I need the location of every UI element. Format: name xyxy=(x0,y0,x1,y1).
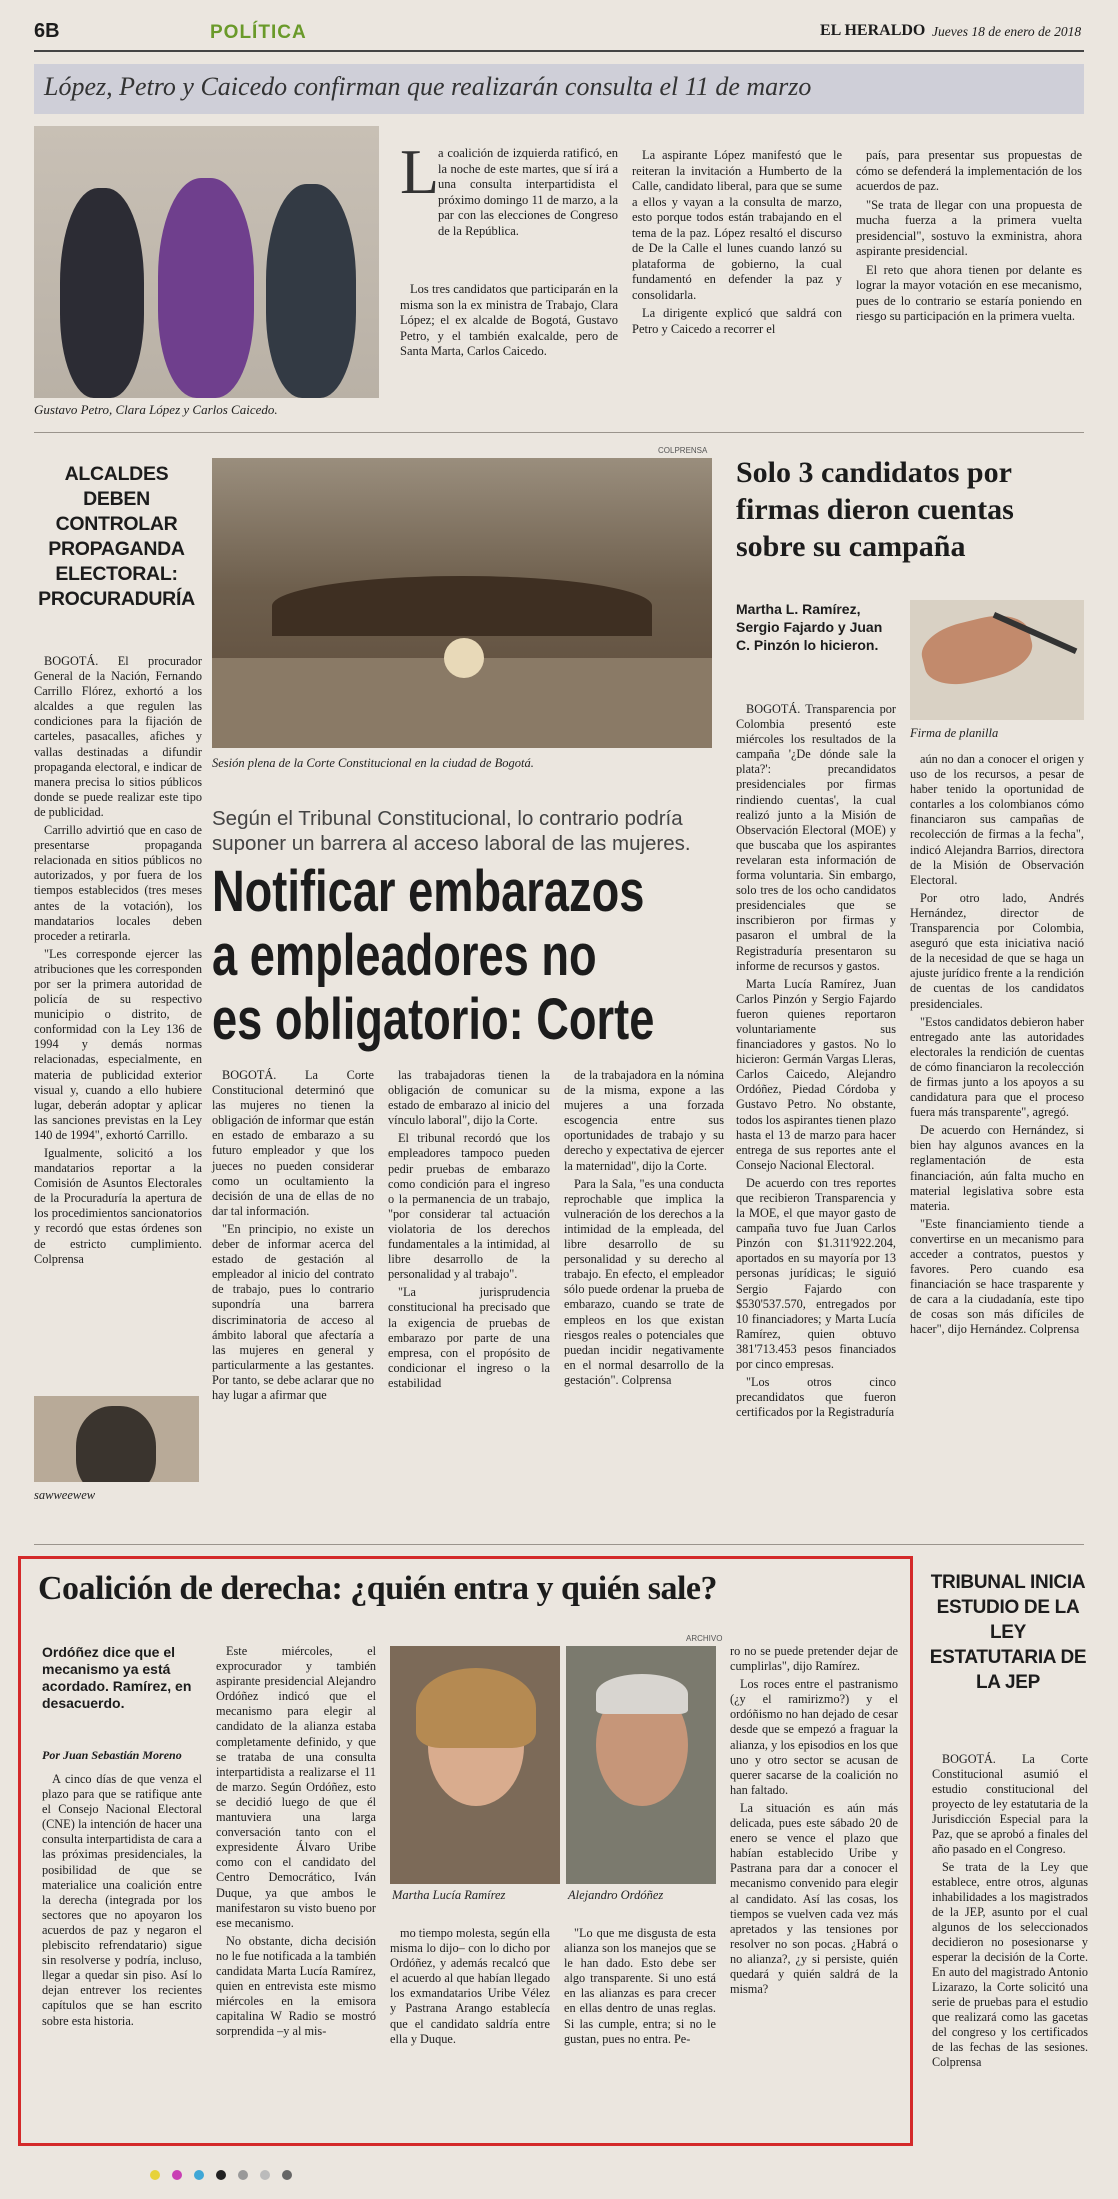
corte-photo-caption: Sesión plena de la Corte Constitucional en la ciudad de Bogotá. xyxy=(212,756,534,770)
procurador-figure xyxy=(76,1406,156,1482)
alcaldes-photo xyxy=(34,1396,199,1482)
registration-marks xyxy=(150,2170,950,2182)
paragraph: Carrillo advirtió que en caso de presentarse propaganda relacionada en sitios públicos no autorizados, y por fuera de los tiempos establecidos (tres meses antes de la votación), los mandatarios locales deben proceder a retirarla. xyxy=(34,823,202,943)
registration-dot xyxy=(194,2170,204,2180)
person-petro-figure xyxy=(60,188,144,398)
ramirez-hair xyxy=(416,1668,536,1748)
paragraph: "Lo que me disgusta de esta alianza son los manejos que se le han dado. Esto debe ser algo transparente. Si uno está en las alianzas es para crecer en ellas dentro de unas reglas. Si las cumple, entra; si no le gustan, pues no entra. Pe- xyxy=(564,1926,716,2046)
corte-col-2 xyxy=(388,1068,550,1394)
top-col-1 xyxy=(438,146,618,242)
tribunal-body xyxy=(932,1752,1088,2073)
paragraph: A cinco días de que venza el plazo para que se ratifique ante el Consejo Nacional Electoral (CNE) la intención de hacer una consulta interpartidista de cara a las próximas presidenciales, la posibilidad de que se materialice una coalición entre la derecha (integrada por los sectores que no apoyaron los acuerdos de paz y negaron el plebiscito refrendatario) sigue sin resolverse y podría, incluso, llegar a quedar sin piso. Así lo dejan entrever los recientes capítulos que se han escrito sobre esta historia. xyxy=(42,1772,202,2028)
paragraph: "Este financiamiento tiende a convertirse en un mecanismo para acceder a contratos, puestos y favores. Pero cuando esa financiación se hace trasparente y de cara a la ciudadanía, este tipo de cosas son más difíciles de hacer", dijo Hernández. Colprensa xyxy=(910,1216,1084,1337)
person-caicedo-figure xyxy=(266,184,356,398)
corte-headline-line-3: es obligatorio: Corte xyxy=(212,987,655,1052)
paragraph: Los tres candidatos que participarán en la misma son la ex ministra de Trabajo, Clara López; el ex alcalde de Bogotá, Gustavo Petro, y el también exalcalde, pero de Santa Marta, Carlos Caicedo. xyxy=(400,282,618,358)
paragraph: Se trata de la Ley que establece, entre otros, algunas inhabilidades a los magistrados de la JEP, asunto por el cual algunos de los seleccionados decidieron no posesionarse y esperar la decisión de la Corte. En auto del magistrado Antonio Lizarazo, la Corte solicitó una serie de pruebas para el estudio que realizará como las gacetas del congreso y los certificados de las fechas de las sesiones. Colprensa xyxy=(932,1860,1088,2069)
ordonez-caption: Alejandro Ordóñez xyxy=(568,1888,664,1902)
paragraph: Para la Sala, "es una conducta reprochable que implica la vulneración de los derechos a la intimidad de la empleada, del libre desarrollo de su personalidad y su derecho al trabajo. En efecto, el empleador sólo puede ordenar la prueba de embarazo, cuando se trate de empleos en los que existan riesgos reales o potenciales que puedan incidir negativamente en el normal desarrollo de la gestación". Colprensa xyxy=(564,1176,724,1387)
firmas-photo-caption: Firma de planilla xyxy=(910,726,999,740)
coalicion-col-2 xyxy=(216,1644,376,2042)
top-headline: López, Petro y Caicedo confirman que realizarán consulta el 11 de marzo xyxy=(44,72,812,101)
registration-dot xyxy=(172,2170,182,2180)
ramirez-caption: Martha Lucía Ramírez xyxy=(392,1888,506,1902)
top-col-3 xyxy=(856,148,1082,328)
paragraph: "En principio, no existe un deber de informar acerca del estado de gestación al empleador al inicio del contrato de trabajo, pues lo contrario supondría una barrera discriminatoria de acceso al ámbito laboral que afectaría a las mujeres en general y particularmente a las gestantes. Por tanto, se debe aclarar que no hay lugar a afirmar que xyxy=(212,1221,374,1402)
alcaldes-photo-caption: sawweewew xyxy=(34,1488,96,1502)
coalicion-col-4 xyxy=(564,1926,716,2050)
paragraph: "Les corresponde ejercer las atribuciones que les corresponden por ser la primera autoridad de policía de su respectivo municipio o distrito, de conformidad con la Ley 136 de 1994 y demás normas relacionadas, especialmente, en materia de publicidad exterior visual y, cuando a ello hubiere lugar, deberán adoptar y aplicar las sanciones previstas en la Ley 140 de 1994", exhortó Carrillo. xyxy=(34,946,202,1142)
paragraph: de la trabajadora en la nómina de la misma, expone a las mujeres a una forzada escogencia entre sus oportunidades de trabajo y su derecho y expectativa de ejercer la maternidad", dijo la Corte. xyxy=(564,1068,724,1173)
issue-date: Jueves 18 de enero de 2018 xyxy=(932,24,1082,39)
alcaldes-body xyxy=(34,654,202,1270)
hand-shape xyxy=(916,608,1037,693)
paragraph: país, para presentar sus propuestas de cómo se defenderá la implementación de los acuerdos de paz. xyxy=(856,148,1082,193)
coalicion-col-3 xyxy=(390,1926,550,2050)
paragraph: La situación es aún más delicada, pues este sábado 20 de enero se vence el plazo que habían establecido Uribe y Pastrana para dar a conocer el mecanismo convenido para elegir al candidato. Así las cosas, los tiempos se vuelven cada vez más apretados y las tensiones por resolver no son pocas. ¿Habrá o no alianza?, ¿y si persiste, quién quedará y quién saldrá de la misma? xyxy=(730,1800,898,1997)
top-col-2 xyxy=(632,148,842,340)
paragraph: BOGOTÁ. La Corte Constitucional determinó que las mujeres no tienen la obligación de informar que están en estado de embarazo a su futuro empleador y que los jueces no pueden considerar como un ocultamiento la decisión de una de ellas de no dar tal información. xyxy=(212,1068,374,1218)
corte-headline-line-1: Notificar embarazos xyxy=(212,859,645,924)
ramirez-photo xyxy=(390,1646,560,1884)
coalicion-byline: Por Juan Sebastián Moreno xyxy=(42,1748,182,1762)
firmas-photo xyxy=(910,600,1084,720)
corte-photo xyxy=(212,458,712,748)
firmas-col-2 xyxy=(910,752,1084,1341)
corte-col-1 xyxy=(212,1068,374,1406)
paragraph: "Estos candidatos debieron haber entregado ante las autoridades electorales la rendición de cuentas de cómo financiaron la recolección de firmas junto a los apoyos a su candidatura para que el proceso fuera más transparente", agregó. xyxy=(910,1014,1084,1120)
paragraph: Este miércoles, el exprocurador y también aspirante presidencial Alejandro Ordóñez indicó que el mecanismo para elegir al candidato de la alianza estaba completamente definido, y que se trataba de una consulta interpartidista a realizarse el 11 de marzo. Según Ordóñez, esto se decidió luego de que él mantuviera una larga conversación tanto con el expresidente Álvaro Uribe como con el candidato del Centro Democrático, Iván Duque, ya que ambos le manifestaron su visto bueno por ese mecanismo. xyxy=(216,1644,376,1930)
paragraph: "La jurisprudencia constitucional ha precisado que la exigencia de pruebas de embarazo por parte de una empresa, con el propósito de condicionar el ingreso o la estabilidad xyxy=(388,1285,550,1390)
coalicion-headline: Coalición de derecha: ¿quién entra y quién sale? xyxy=(38,1570,717,1607)
flowers xyxy=(444,638,484,678)
divider xyxy=(34,432,1084,433)
registration-dot xyxy=(216,2170,226,2180)
ordonez-hair xyxy=(596,1674,688,1714)
paragraph: Igualmente, solicitó a los mandatarios reportar a la Comisión de Asuntos Electorales de la Procuraduría la apertura de los procedimientos sancionatorios y recordó que estas órdenes son de estricto cumplimiento. Colprensa xyxy=(34,1146,202,1266)
newspaper-name: EL HERALDO xyxy=(820,22,926,39)
paragraph: "Se trata de llegar con una propuesta de mucha fuerza a la primera vuelta presidencial", sostuvo la exministra, ahora aspirante presidencial. xyxy=(856,197,1082,258)
person-lopez-figure xyxy=(158,178,254,398)
registration-dot xyxy=(150,2170,160,2180)
paragraph: "Los otros cinco precandidatos que fueron certificados por la Registraduría xyxy=(736,1375,896,1420)
paragraph: No obstante, dicha decisión no le fue notificada a la también candidata Marta Lucía Ramírez, quien en entrevista este mismo miércoles en la emisora capitalina W Radio se mostró sorprendida –y al mis- xyxy=(216,1933,376,2039)
ordonez-photo xyxy=(566,1646,716,1884)
registration-dot xyxy=(282,2170,292,2180)
paragraph: La dirigente explicó que saldrá con Petro y Caicedo a recorrer el xyxy=(632,306,842,336)
top-photo xyxy=(34,126,379,398)
firmas-col-1 xyxy=(736,702,896,1423)
paragraph: BOGOTÁ. Transparencia por Colombia presentó este miércoles los resultados de la campaña '¿De dónde sale la plata?': precandidatos presidenciales por firmas rindiendo cuentas', la cual realizó junto a la Misión de Observación Electoral (MOE) y que buscaba que los aspirantes revelaran esta información de forma voluntaria. Sin embargo, solo tres de los ocho candidatos presidenciales que se inscribieron por firmas y pasaron el umbral de la Registraduría presentaron su informe de recursos y gastos. xyxy=(736,702,896,973)
paragraph: las trabajadoras tienen la obligación de comunicar su estado de embarazo al inicio del vínculo laboral", dijo la Corte. xyxy=(388,1068,550,1128)
top-col-1b xyxy=(400,282,618,363)
coalicion-deck: Ordóñez dice que el mecanismo ya está acordado. Ramírez, en desacuerdo. xyxy=(42,1644,192,1711)
coalicion-col-1 xyxy=(42,1772,202,2032)
divider xyxy=(34,1544,1084,1545)
corte-col-3 xyxy=(564,1068,724,1391)
paragraph: BOGOTÁ. La Corte Constitucional asumió el estudio constitucional del proyecto de ley estatutaria de la Jurisdicción Especial para la Paz, que se aprobó a finales del año pasado en el Congreso. xyxy=(932,1752,1088,1856)
paragraph: mo tiempo molesta, según ella misma lo dijo– con lo dicho por Ordóñez, y además recalcó que el acuerdo al que habían llegado los exmandatarios Uribe Vélez y Pastrana Arango establecía que el candidato saldría entre ella y Duque. xyxy=(390,1926,550,2046)
section-label: POLÍTICA xyxy=(210,22,307,43)
registration-dot xyxy=(238,2170,248,2180)
coalicion-col-5 xyxy=(730,1644,898,2000)
paragraph: a coalición de izquierda ratificó, en la noche de este martes, que sí irá a una consulta interpartidista el próximo domingo 11 de marzo, a la par con las elecciones de Congreso de la República. xyxy=(438,146,618,238)
header-rule xyxy=(34,50,1084,52)
paragraph: aún no dan a conocer el origen y uso de los recursos, a pesar de haber tenido la oportunidad de contarles a los colombianos cómo financiaron sus campañas de recolección de firmas a la fecha", indicó Alejandra Barrios, directora de la Misión de Observación Electoral. xyxy=(910,752,1084,887)
paragraph: De acuerdo con Hernández, si bien hay algunos avances en la reglamentación de esta financiación, aún falta mucho en material legislativa sobre esta materia. xyxy=(910,1123,1084,1213)
alcaldes-headline: ALCALDES DEBEN CONTROLAR PROPAGANDA ELECTORAL: PROCURADURÍA xyxy=(38,463,195,610)
corte-headline-line-2: a empleadores no xyxy=(212,923,597,988)
coalicion-photo-credit: ARCHIVO xyxy=(686,1634,723,1643)
top-photo-caption: Gustavo Petro, Clara López y Carlos Caicedo. xyxy=(34,402,278,417)
tribunal-headline: TRIBUNAL INICIA ESTUDIO DE LA LEY ESTATUTARIA DE LA JEP xyxy=(929,1572,1087,1693)
paragraph: Los roces entre el pastranismo (¿y el ramirizmo?) y el ordóñismo no han dejado de cesar desde que se empezó a fraguar la alianza, y los episodios en los que uno y otro sector se acusan de querer sacarse de la coalición no han faltado. xyxy=(730,1677,898,1797)
paragraph: BOGOTÁ. El procurador General de la Nación, Fernando Carrillo Flórez, exhortó a los alcaldes a que regulen las condiciones para la fijación de carteles, pasacalles, afiches y vallas destinadas a difundir propaganda electoral, e indicar de manera precisa lo sitios públicos donde se puede realizar este tipo de publicidad. xyxy=(34,654,202,819)
registration-dot xyxy=(260,2170,270,2180)
paragraph: Por otro lado, Andrés Hernández, director de Transparencia por Colombia, aseguró que esta iniciativa nació de la necesidad de que se haga un ajuste jurídico frente a la rendición de cuentas de los candidatos presidenciales. xyxy=(910,890,1084,1011)
paragraph: El reto que ahora tienen por delante es lograr la mayor votación en ese mecanismo, pues de lo contrario se estaría poniendo en riesgo su participación en la primera vuelta. xyxy=(856,262,1082,323)
firmas-headline: Solo 3 candidatos por firmas dieron cuentas sobre su campaña xyxy=(736,456,1014,563)
page-number: 6B xyxy=(34,20,60,42)
paragraph: De acuerdo con tres reportes que recibieron Transparencia y la MOE, el que mayor gasto de campaña tuvo fue Juan Carlos Pinzón con $1.311'922.204, aportados en su mayoría por 13 personas jurídicas; le siguió Sergio Fajardo con $530'537.570, entregados por 10 financiadores; y Marta Lucía Ramírez, quien obtuvo 381'713.453 pesos financiados por cinco empresas. xyxy=(736,1175,896,1372)
paragraph: El tribunal recordó que los empleadores tampoco pueden pedir pruebas de embarazo como condición para el ingreso o la permanencia de un trabajo, "por considerar tal actuación violatoria de los derechos fundamentales a la intimidad, al libre desarrollo de la personalidad y al trabajo". xyxy=(388,1131,550,1282)
paragraph: Marta Lucía Ramírez, Juan Carlos Pinzón y Sergio Fajardo fueron quienes reportaron voluntariamente sus financiadores y gastos. No lo hicieron: Germán Vargas Lleras, Carlos Caicedo, Alejandro Ordóñez, Piedad Córdoba y Gustavo Petro. No obstante, todos los aspirantes tienen plazo hasta el 13 de marzo para hacer entrega de sus reportes ante el Consejo Nacional Electoral. xyxy=(736,976,896,1172)
court-bench xyxy=(272,576,652,636)
corte-photo-credit: COLPRENSA xyxy=(658,446,708,455)
firmas-subhead: Martha L. Ramírez, Sergio Fajardo y Juan C. Pinzón lo hicieron. xyxy=(736,601,883,653)
corte-deck: Según el Tribunal Constitucional, lo contrario podría suponer un barrera al acceso laboral de las mujeres. xyxy=(212,807,691,855)
dropcap-letter: L xyxy=(400,136,440,207)
paragraph: ro no se puede pretender dejar de cumplirlas", dijo Ramírez. xyxy=(730,1644,898,1674)
paragraph: La aspirante López manifestó que le reiteran la invitación a Humberto de la Calle, candidato liberal, para que se sume a ellos y vayan a la consulta de marzo, esto porque todos están trabajando en el tema de la paz. López resaltó el discurso de De la Calle el lunes cuando lanzó su plataforma de gobierno, la cual fundamentó en defender la paz y consolidarla. xyxy=(632,148,842,302)
